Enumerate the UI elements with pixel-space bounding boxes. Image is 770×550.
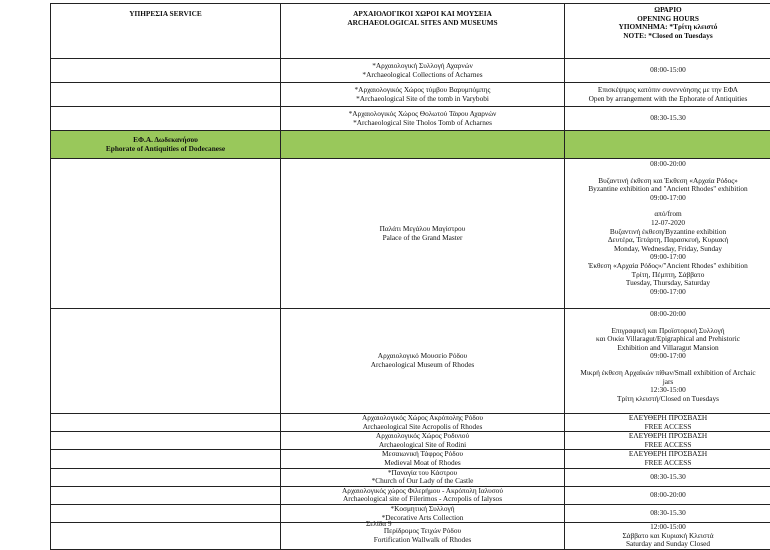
hours-line: Byzantine exhibition and "Ancient Rhodes" exhibition: [567, 185, 769, 194]
site-cell: [281, 432, 565, 450]
hours-line: 09:00-17:00: [567, 288, 769, 297]
site-name-gr: *Αρχαιολογικός Χώρος τύμβου Βαρυμπόμπης: [283, 86, 562, 95]
service-cell: [51, 486, 281, 504]
site-name-en: Fortification Wallwalk of Rhodes: [283, 536, 562, 545]
site-name-gr: Αρχαιολογικός χώρος Φιλερήμου - Ακρόπολη Ιαλυσού: [283, 487, 562, 496]
site-name-gr: Παλάτι Μεγάλου Μαγίστρου: [283, 225, 562, 234]
table-row: [51, 59, 770, 83]
site-name-gr: Περίδρομος Τειχών Ρόδου: [283, 527, 562, 536]
site-name-en: Archaeological Site of Rodini: [283, 441, 562, 450]
hours-line: 12-07-2020: [567, 219, 769, 228]
site-name-gr: Αρχαιολογικό Μουσείο Ρόδου: [283, 352, 562, 361]
service-cell: [51, 523, 281, 550]
site-name-gr: *Αρχαιολογική Συλλογή Αχαρνών: [283, 62, 562, 71]
table-row: [51, 83, 770, 107]
service-cell: [51, 107, 281, 131]
ephorate-name-gr: ΕΦ.Α. Δωδεκανήσου: [53, 136, 278, 145]
site-cell: [281, 83, 565, 107]
hours-line: Δευτέρα, Τετάρτη, Παρασκευή, Κυριακή: [567, 236, 769, 245]
site-name-en: *Church of Our Lady of the Castle: [283, 477, 562, 486]
hours-en: FREE ACCESS: [567, 441, 769, 450]
hours-gr: ΕΛΕΥΘΕΡΗ ΠΡΟΣΒΑΣΗ: [567, 432, 769, 441]
site-cell: [281, 414, 565, 432]
hours-line: Έκθεση «Αρχαία Ρόδος»/"Ancient Rhodes" exhibition: [567, 262, 769, 271]
page-number: Σελίδα 9: [366, 519, 392, 528]
hours-line: Σάββατο και Κυριακή Κλειστά: [567, 532, 769, 541]
hours-line: Saturday and Sunday Closed: [567, 540, 769, 549]
site-cell: [281, 486, 565, 504]
hours-cell: 08:00-15:00: [565, 59, 770, 83]
hours-line: Μικρή έκθεση Αρχαϊκών πίθων/Small exhibition of Archaic: [567, 369, 769, 378]
site-cell: [281, 309, 565, 414]
table-row: [51, 504, 770, 522]
hours-line: Βυζαντινή έκθεση και Έκθεση «Αρχαία Ρόδος»: [567, 177, 769, 186]
hours-line: Monday, Wednesday, Friday, Sunday: [567, 245, 769, 254]
hours-line: 09:00-17:00: [567, 253, 769, 262]
header-hours-gr: ΩΡΑΡΙΟ: [567, 6, 769, 15]
site-cell: [281, 107, 565, 131]
ephorate-name: [51, 131, 281, 159]
hours-cell: [565, 309, 770, 414]
site-name-gr: Αρχαιολογικός Χώρος Ροδινιού: [283, 432, 562, 441]
site-name-en: Palace of the Grand Master: [283, 234, 562, 243]
table-row: [51, 432, 770, 450]
hours-cell: [565, 523, 770, 550]
table-row: [51, 309, 770, 414]
site-cell: [281, 159, 565, 309]
site-cell: [281, 59, 565, 83]
site-cell: [281, 450, 565, 468]
site-name-en: *Decorative Arts Collection: [283, 514, 562, 523]
hours-line: 09:00-17:00: [567, 352, 769, 361]
header-sites-en: ARCHAEOLOGICAL SITES AND MUSEUMS: [283, 19, 562, 28]
hours-line: 08:00-20:00: [567, 310, 769, 319]
schedule-table: [50, 3, 770, 550]
header-sites-gr: ΑΡΧΑΙΟΛΟΓΙΚΟΙ ΧΩΡΟΙ ΚΑΙ ΜΟΥΣΕΙΑ: [283, 10, 562, 19]
header-hours: [565, 4, 770, 59]
hours-cell: 08:30-15.30: [565, 107, 770, 131]
hours-line: 12:00-15:00: [567, 523, 769, 532]
header-service: ΥΠΗΡΕΣΙΑ SERVICE: [51, 4, 281, 59]
hours-cell: [565, 159, 770, 309]
site-name-gr: Μεσαιωνική Τάφρος Ρόδου: [283, 450, 562, 459]
hours-en: FREE ACCESS: [567, 423, 769, 432]
service-cell: [51, 159, 281, 309]
site-cell: [281, 523, 565, 550]
ephorate-row: [51, 131, 770, 159]
hours-line: jars: [567, 378, 769, 387]
hours-cell: [565, 432, 770, 450]
table-row: [51, 468, 770, 486]
hours-line: από/from: [567, 210, 769, 219]
hours-line: Τρίτη, Πέμπτη, Σάββατο: [567, 271, 769, 280]
header-hours-en: OPENING HOURS: [567, 15, 769, 24]
service-cell: [51, 309, 281, 414]
header-row: [51, 4, 770, 59]
ephorate-name-en: Ephorate of Antiquities of Dodecanese: [53, 145, 278, 154]
header-note-gr: ΥΠΟΜΝΗΜΑ: *Τρίτη κλειστό: [567, 23, 769, 32]
ephorate-site-cell: [281, 131, 565, 159]
hours-cell: 08:30-15.30: [565, 504, 770, 522]
hours-en: Open by arrangement with the Ephorate of Antiquities: [567, 95, 769, 104]
site-cell: [281, 504, 565, 522]
site-cell: [281, 468, 565, 486]
hours-line: 09:00-17:00: [567, 194, 769, 203]
hours-line: Exhibition and Villaragut Mansion: [567, 344, 769, 353]
site-name-en: Medieval Moat of Rhodes: [283, 459, 562, 468]
site-name-gr: Αρχαιολογικός Χώρος Ακρόπολης Ρόδου: [283, 414, 562, 423]
hours-gr: Επισκέψιμος κατόπιν συνεννόησης με την ΕΦΑ: [567, 86, 769, 95]
table-row: [51, 159, 770, 309]
service-cell: [51, 504, 281, 522]
hours-line: Βυζαντινή έκθεση/Byzantine exhibition: [567, 228, 769, 237]
hours-gr: ΕΛΕΥΘΕΡΗ ΠΡΟΣΒΑΣΗ: [567, 450, 769, 459]
hours-line: και Οικία Villaragut/Epigraphical and Prehistoric: [567, 335, 769, 344]
site-name-gr: *Παναγία του Κάστρου: [283, 469, 562, 478]
service-cell: [51, 83, 281, 107]
hours-cell: [565, 414, 770, 432]
table-row: [51, 450, 770, 468]
header-note-en: NOTE: *Closed on Tuesdays: [567, 32, 769, 41]
hours-line: Τρίτη κλειστή/Closed on Tuesdays: [567, 395, 769, 404]
site-name-gr: *Κοσμητική Συλλογή: [283, 505, 562, 514]
hours-line: Tuesday, Thursday, Saturday: [567, 279, 769, 288]
hours-cell: 08:30-15.30: [565, 468, 770, 486]
ephorate-hours-cell: [565, 131, 770, 159]
table-row: [51, 523, 770, 550]
site-name-en: *Archaeological Collections of Acharnes: [283, 71, 562, 80]
service-cell: [51, 414, 281, 432]
hours-line: 12:30-15:00: [567, 386, 769, 395]
hours-en: FREE ACCESS: [567, 459, 769, 468]
hours-cell: [565, 83, 770, 107]
site-name-en: Archaeological site of Filerimos - Acropolis of Ialysos: [283, 495, 562, 504]
table-row: [51, 414, 770, 432]
hours-line: 08:00-20:00: [567, 160, 769, 169]
site-name-gr: *Αρχαιολογικός Χώρος Θολωτού Τάφου Αχαρνών: [283, 110, 562, 119]
site-name-en: *Archaeological Site of the tomb in Varybobi: [283, 95, 562, 104]
hours-gr: ΕΛΕΥΘΕΡΗ ΠΡΟΣΒΑΣΗ: [567, 414, 769, 423]
hours-line: Επιγραφική και Προϊστορική Συλλογή: [567, 327, 769, 336]
service-cell: [51, 59, 281, 83]
site-name-en: Archaeological Site Acropolis of Rhodes: [283, 423, 562, 432]
table-row: [51, 486, 770, 504]
service-cell: [51, 468, 281, 486]
hours-cell: 08:00-20:00: [565, 486, 770, 504]
service-cell: [51, 450, 281, 468]
site-name-en: Archaeological Museum of Rhodes: [283, 361, 562, 370]
hours-cell: [565, 450, 770, 468]
site-name-en: *Archaeological Site Tholos Tomb of Acharnes: [283, 119, 562, 128]
service-cell: [51, 432, 281, 450]
table-row: [51, 107, 770, 131]
header-sites: [281, 4, 565, 59]
